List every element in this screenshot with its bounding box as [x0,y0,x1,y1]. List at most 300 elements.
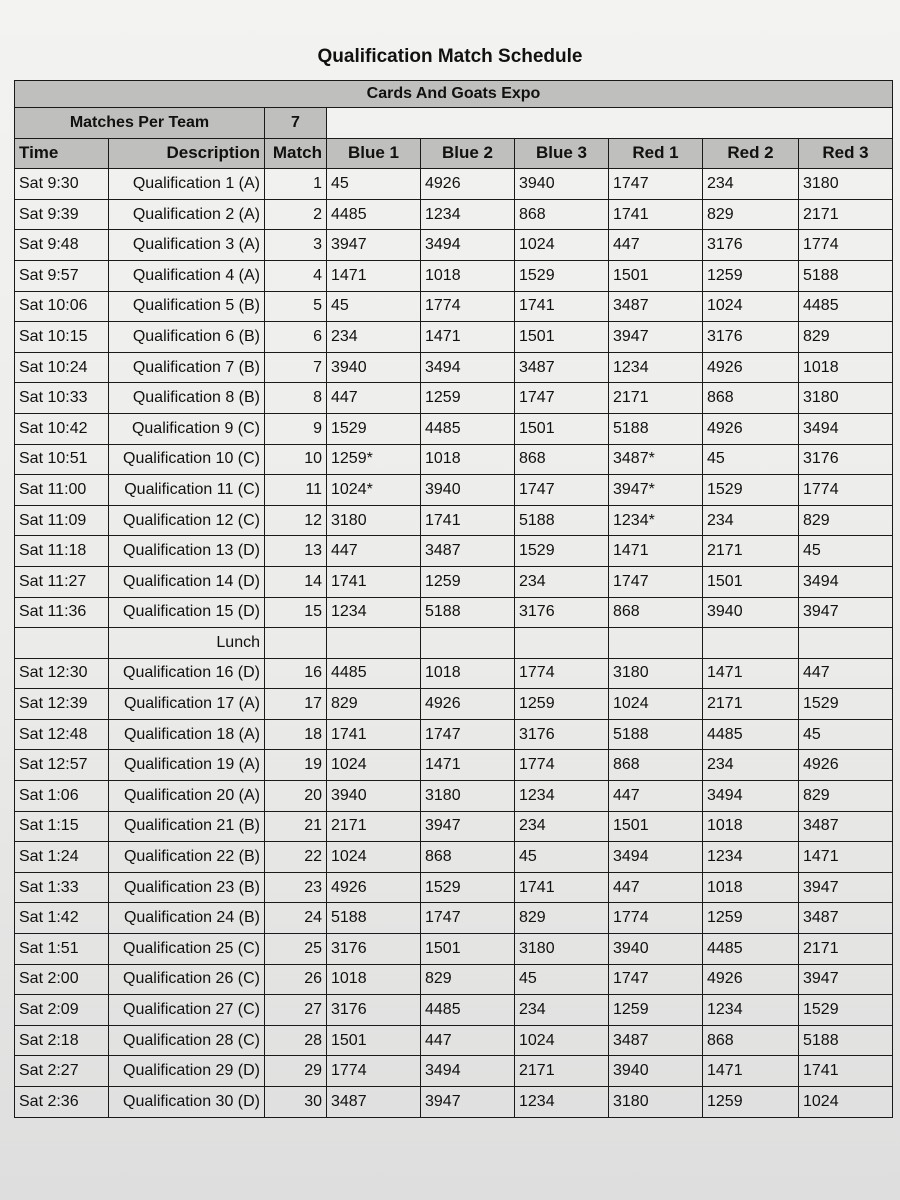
cell-blue-1: 4926 [327,872,421,903]
cell-description: Qualification 4 (A) [109,260,265,291]
cell-match: 25 [265,934,327,965]
cell-blue-2: 3494 [421,1056,515,1087]
cell-red-2: 4926 [703,964,799,995]
cell-red-1: 2171 [609,383,703,414]
cell-description: Qualification 16 (D) [109,658,265,689]
cell-time: Sat 1:24 [15,842,109,873]
cell-time: Sat 9:39 [15,199,109,230]
cell-blue-1 [327,628,421,659]
cell-time: Sat 2:09 [15,995,109,1026]
matches-per-team-row [15,108,893,139]
cell-match: 24 [265,903,327,934]
cell-red-3: 4485 [799,291,893,322]
cell-blue-1: 4485 [327,658,421,689]
cell-blue-2: 1018 [421,658,515,689]
table-row [15,260,893,291]
cell-description: Qualification 21 (B) [109,811,265,842]
cell-blue-3: 868 [515,444,609,475]
table-row [15,383,893,414]
cell-red-1: 1747 [609,964,703,995]
table-row [15,1025,893,1056]
cell-red-1: 3487 [609,1025,703,1056]
table-row [15,842,893,873]
cell-red-2: 868 [703,1025,799,1056]
table-row [15,566,893,597]
cell-time: Sat 9:30 [15,169,109,200]
cell-blue-1: 829 [327,689,421,720]
cell-red-2: 1018 [703,872,799,903]
cell-red-3: 829 [799,505,893,536]
table-row [15,413,893,444]
table-row [15,444,893,475]
cell-match: 9 [265,413,327,444]
cell-red-1: 868 [609,597,703,628]
cell-blue-1: 1529 [327,413,421,444]
cell-red-3 [799,628,893,659]
cell-blue-1: 1259* [327,444,421,475]
cell-blue-2: 1259 [421,383,515,414]
cell-blue-1: 447 [327,536,421,567]
cell-match: 16 [265,658,327,689]
col-header-red-2: Red 2 [703,138,799,169]
page-title: Qualification Match Schedule [317,46,583,67]
cell-blue-3: 1501 [515,413,609,444]
cell-blue-1: 234 [327,322,421,353]
cell-red-1: 3494 [609,842,703,873]
cell-match: 3 [265,230,327,261]
cell-red-1: 3180 [609,658,703,689]
cell-match: 28 [265,1025,327,1056]
cell-description: Qualification 2 (A) [109,199,265,230]
cell-time: Sat 12:30 [15,658,109,689]
cell-red-1: 3940 [609,934,703,965]
cell-red-1: 1501 [609,811,703,842]
cell-red-1: 3940 [609,1056,703,1087]
cell-blue-3: 1774 [515,750,609,781]
cell-time: Sat 1:51 [15,934,109,965]
cell-blue-1: 447 [327,383,421,414]
cell-red-2: 2171 [703,536,799,567]
cell-time: Sat 10:42 [15,413,109,444]
cell-red-2: 234 [703,505,799,536]
col-header-description: Description [109,138,265,169]
cell-red-3: 1471 [799,842,893,873]
cell-red-3: 3180 [799,383,893,414]
cell-blue-3: 45 [515,842,609,873]
cell-blue-2: 1747 [421,903,515,934]
cell-red-2: 1471 [703,1056,799,1087]
cell-red-1: 3180 [609,1087,703,1118]
col-header-red-1: Red 1 [609,138,703,169]
cell-red-1: 447 [609,781,703,812]
cell-blue-1: 1234 [327,597,421,628]
cell-blue-3: 1741 [515,291,609,322]
cell-blue-3: 234 [515,566,609,597]
table-row [15,872,893,903]
cell-match: 21 [265,811,327,842]
cell-blue-2: 3180 [421,781,515,812]
cell-time: Sat 9:48 [15,230,109,261]
cell-blue-2: 829 [421,964,515,995]
cell-red-1 [609,628,703,659]
cell-blue-1: 1024 [327,842,421,873]
cell-time: Sat 10:51 [15,444,109,475]
cell-description: Qualification 6 (B) [109,322,265,353]
cell-description: Qualification 24 (B) [109,903,265,934]
table-row [15,505,893,536]
matches-per-team-label: Matches Per Team [15,108,265,139]
cell-description: Qualification 7 (B) [109,352,265,383]
cell-blue-1: 3940 [327,352,421,383]
cell-blue-2: 4926 [421,689,515,720]
cell-red-3: 4926 [799,750,893,781]
cell-blue-2: 3494 [421,230,515,261]
cell-blue-3: 1234 [515,1087,609,1118]
cell-red-2: 2171 [703,689,799,720]
cell-match: 30 [265,1087,327,1118]
cell-blue-1: 45 [327,169,421,200]
cell-blue-1: 3176 [327,934,421,965]
cell-blue-2: 4485 [421,995,515,1026]
cell-red-3: 2171 [799,199,893,230]
cell-red-3: 3494 [799,566,893,597]
cell-red-3: 3180 [799,169,893,200]
cell-blue-2: 3494 [421,352,515,383]
table-row [15,995,893,1026]
cell-description: Qualification 20 (A) [109,781,265,812]
cell-red-3: 5188 [799,260,893,291]
cell-blue-1: 1501 [327,1025,421,1056]
cell-blue-3: 1234 [515,781,609,812]
cell-time [15,628,109,659]
cell-time: Sat 11:18 [15,536,109,567]
cell-red-3: 45 [799,719,893,750]
cell-red-3: 5188 [799,1025,893,1056]
cell-blue-1: 1018 [327,964,421,995]
cell-blue-3: 868 [515,199,609,230]
cell-match: 18 [265,719,327,750]
cell-red-2: 1259 [703,260,799,291]
cell-match: 10 [265,444,327,475]
cell-red-3: 3947 [799,597,893,628]
table-row [15,689,893,720]
cell-time: Sat 2:36 [15,1087,109,1118]
cell-blue-2: 1471 [421,322,515,353]
cell-red-3: 3487 [799,903,893,934]
cell-red-2: 4926 [703,352,799,383]
col-header-match: Match [265,138,327,169]
cell-blue-3: 3487 [515,352,609,383]
cell-blue-3: 2171 [515,1056,609,1087]
cell-blue-1: 3487 [327,1087,421,1118]
cell-red-3: 3487 [799,811,893,842]
cell-description: Qualification 10 (C) [109,444,265,475]
cell-red-1: 868 [609,750,703,781]
cell-blue-3: 5188 [515,505,609,536]
cell-red-1: 3947 [609,322,703,353]
col-header-red-3: Red 3 [799,138,893,169]
cell-blue-2: 868 [421,842,515,873]
cell-description: Qualification 18 (A) [109,719,265,750]
cell-time: Sat 11:36 [15,597,109,628]
cell-blue-2: 1018 [421,260,515,291]
cell-time: Sat 10:15 [15,322,109,353]
cell-match: 22 [265,842,327,873]
cell-blue-1: 1024* [327,475,421,506]
cell-time: Sat 11:09 [15,505,109,536]
table-row [15,322,893,353]
cell-match: 26 [265,964,327,995]
cell-red-3: 1024 [799,1087,893,1118]
cell-blue-1: 2171 [327,811,421,842]
cell-blue-3: 3180 [515,934,609,965]
cell-red-2: 234 [703,169,799,200]
cell-match: 2 [265,199,327,230]
cell-time: Sat 2:18 [15,1025,109,1056]
col-header-blue-1: Blue 1 [327,138,421,169]
cell-blue-2: 1471 [421,750,515,781]
cell-red-1: 1747 [609,566,703,597]
cell-match: 11 [265,475,327,506]
cell-red-2: 3176 [703,322,799,353]
cell-match: 8 [265,383,327,414]
cell-red-3: 45 [799,536,893,567]
cell-red-2: 1471 [703,658,799,689]
cell-red-2: 1529 [703,475,799,506]
table-row [15,964,893,995]
cell-blue-1: 3940 [327,781,421,812]
cell-blue-2: 1501 [421,934,515,965]
cell-match: 13 [265,536,327,567]
cell-blue-2: 3487 [421,536,515,567]
table-row [15,628,893,659]
cell-time: Sat 1:06 [15,781,109,812]
table-row [15,352,893,383]
cell-red-2: 829 [703,199,799,230]
cell-match: 14 [265,566,327,597]
cell-match: 29 [265,1056,327,1087]
cell-description: Qualification 11 (C) [109,475,265,506]
cell-description: Qualification 5 (B) [109,291,265,322]
cell-blue-3: 1774 [515,658,609,689]
cell-blue-2: 4485 [421,413,515,444]
cell-red-3: 1774 [799,230,893,261]
cell-blue-2: 5188 [421,597,515,628]
cell-blue-2: 1259 [421,566,515,597]
cell-red-3: 1774 [799,475,893,506]
cell-blue-3: 1501 [515,322,609,353]
cell-red-3: 829 [799,781,893,812]
cell-blue-2: 3947 [421,811,515,842]
cell-blue-3: 1747 [515,383,609,414]
cell-red-3: 1529 [799,689,893,720]
cell-blue-2 [421,628,515,659]
table-row [15,1087,893,1118]
cell-red-1: 447 [609,230,703,261]
cell-blue-3: 1024 [515,1025,609,1056]
cell-description: Qualification 22 (B) [109,842,265,873]
cell-match [265,628,327,659]
cell-match: 6 [265,322,327,353]
table-row [15,536,893,567]
cell-red-1: 3947* [609,475,703,506]
cell-blue-3: 3940 [515,169,609,200]
cell-match: 5 [265,291,327,322]
cell-red-1: 1471 [609,536,703,567]
cell-description: Qualification 23 (B) [109,872,265,903]
cell-match: 15 [265,597,327,628]
cell-match: 12 [265,505,327,536]
table-row [15,475,893,506]
cell-red-1: 1501 [609,260,703,291]
cell-red-3: 1018 [799,352,893,383]
cell-blue-3: 1741 [515,872,609,903]
cell-description: Qualification 26 (C) [109,964,265,995]
cell-match: 17 [265,689,327,720]
cell-description: Lunch [109,628,265,659]
cell-red-1: 3487 [609,291,703,322]
cell-blue-3: 1024 [515,230,609,261]
event-header-row [15,81,893,108]
cell-blue-1: 4485 [327,199,421,230]
cell-match: 7 [265,352,327,383]
cell-time: Sat 11:27 [15,566,109,597]
cell-blue-3: 45 [515,964,609,995]
cell-blue-3: 829 [515,903,609,934]
cell-description: Qualification 9 (C) [109,413,265,444]
cell-red-2: 4485 [703,934,799,965]
table-row [15,169,893,200]
cell-blue-1: 45 [327,291,421,322]
cell-time: Sat 2:00 [15,964,109,995]
cell-red-2: 1501 [703,566,799,597]
cell-description: Qualification 1 (A) [109,169,265,200]
cell-red-2: 234 [703,750,799,781]
cell-red-2: 4485 [703,719,799,750]
table-row [15,1056,893,1087]
cell-blue-2: 1747 [421,719,515,750]
cell-red-2: 3176 [703,230,799,261]
cell-blue-2: 1741 [421,505,515,536]
cell-blue-3: 1259 [515,689,609,720]
cell-description: Qualification 12 (C) [109,505,265,536]
cell-match: 23 [265,872,327,903]
cell-red-1: 5188 [609,413,703,444]
cell-red-2: 1259 [703,1087,799,1118]
cell-red-3: 447 [799,658,893,689]
cell-description: Qualification 28 (C) [109,1025,265,1056]
table-row [15,199,893,230]
col-header-blue-2: Blue 2 [421,138,515,169]
col-header-time: Time [15,138,109,169]
cell-red-3: 3947 [799,872,893,903]
cell-time: Sat 2:27 [15,1056,109,1087]
table-row [15,934,893,965]
cell-time: Sat 10:24 [15,352,109,383]
cell-time: Sat 9:57 [15,260,109,291]
cell-time: Sat 1:33 [15,872,109,903]
cell-red-2: 45 [703,444,799,475]
cell-red-3: 2171 [799,934,893,965]
cell-red-1: 1747 [609,169,703,200]
cell-red-1: 1234* [609,505,703,536]
cell-description: Qualification 14 (D) [109,566,265,597]
cell-red-1: 1774 [609,903,703,934]
cell-red-2: 4926 [703,413,799,444]
cell-blue-3: 1529 [515,260,609,291]
cell-time: Sat 12:48 [15,719,109,750]
cell-red-3: 3494 [799,413,893,444]
table-row [15,597,893,628]
cell-red-3: 3947 [799,964,893,995]
cell-blue-3: 3176 [515,719,609,750]
cell-red-2: 1024 [703,291,799,322]
event-name: Cards And Goats Expo [15,81,893,108]
cell-blue-1: 1741 [327,719,421,750]
table-row [15,903,893,934]
cell-description: Qualification 8 (B) [109,383,265,414]
cell-match: 19 [265,750,327,781]
cell-blue-2: 447 [421,1025,515,1056]
cell-red-2: 1018 [703,811,799,842]
cell-description: Qualification 27 (C) [109,995,265,1026]
matches-per-team-value: 7 [265,108,327,139]
cell-time: Sat 10:33 [15,383,109,414]
col-header-blue-3: Blue 3 [515,138,609,169]
cell-description: Qualification 15 (D) [109,597,265,628]
cell-description: Qualification 3 (A) [109,230,265,261]
cell-red-1: 1741 [609,199,703,230]
cell-match: 20 [265,781,327,812]
cell-red-2: 1234 [703,995,799,1026]
cell-red-2: 3494 [703,781,799,812]
cell-blue-3: 3176 [515,597,609,628]
table-row [15,230,893,261]
cell-time: Sat 11:00 [15,475,109,506]
cell-blue-1: 1741 [327,566,421,597]
cell-red-2 [703,628,799,659]
cell-blue-1: 3180 [327,505,421,536]
schedule-table [14,80,893,1118]
column-header-row [15,138,893,169]
cell-red-3: 3176 [799,444,893,475]
cell-red-2: 1234 [703,842,799,873]
table-row [15,719,893,750]
cell-blue-2: 1234 [421,199,515,230]
cell-description: Qualification 29 (D) [109,1056,265,1087]
cell-match: 1 [265,169,327,200]
table-row [15,658,893,689]
cell-blue-1: 1471 [327,260,421,291]
cell-blue-2: 4926 [421,169,515,200]
cell-red-1: 1259 [609,995,703,1026]
cell-blue-2: 3947 [421,1087,515,1118]
cell-blue-1: 5188 [327,903,421,934]
cell-blue-2: 1774 [421,291,515,322]
table-row [15,750,893,781]
cell-time: Sat 12:57 [15,750,109,781]
cell-time: Sat 10:06 [15,291,109,322]
cell-red-2: 868 [703,383,799,414]
header-blank [327,108,893,139]
cell-blue-3: 1747 [515,475,609,506]
cell-red-3: 829 [799,322,893,353]
cell-blue-3: 1529 [515,536,609,567]
cell-red-1: 1024 [609,689,703,720]
cell-time: Sat 12:39 [15,689,109,720]
cell-time: Sat 1:15 [15,811,109,842]
cell-blue-1: 1774 [327,1056,421,1087]
